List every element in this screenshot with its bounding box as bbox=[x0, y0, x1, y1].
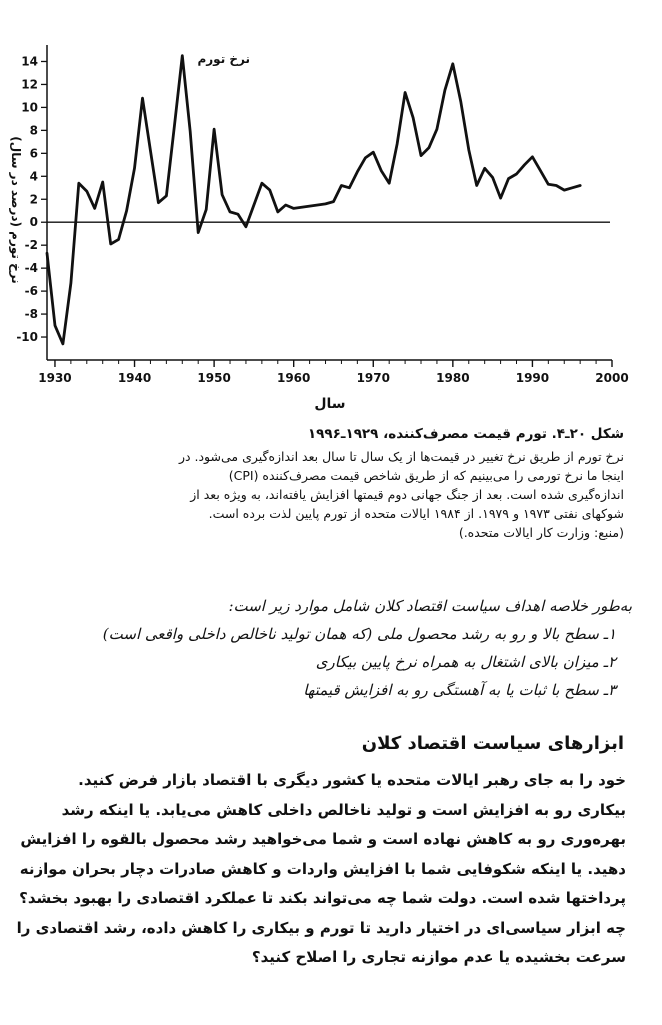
y-tick-label: 0 bbox=[29, 215, 38, 230]
body-line: سرعت بخشیده یا عدم موازنه تجاری را اصلاح کنید؟ bbox=[251, 948, 626, 966]
y-tick-label: -6 bbox=[24, 284, 38, 299]
section-body bbox=[16, 766, 626, 973]
caption-line: اندازه‌گیری شده است. بعد از جنگ جهانی دوم قیمتها افزایش یافته‌اند، به ویژه بعد از bbox=[190, 487, 624, 502]
x-axis bbox=[38, 360, 628, 385]
x-tick-label: 1940 bbox=[117, 371, 152, 385]
figure-caption-title: شکل ۲۰ـ۴. تورم قیمت مصرف‌کننده، ۱۹۲۹ـ۱۹۹۶ bbox=[307, 426, 624, 442]
y-tick-label: -4 bbox=[24, 261, 38, 276]
caption-source: (منبع: وزارت کار ایالات متحده.) bbox=[458, 525, 624, 540]
body-line: پرداختها شده است. دولت شما چه می‌تواند بکند تا عملکرد اقتصادی را بهبود بخشد؟ bbox=[19, 889, 626, 907]
y-tick-label: 12 bbox=[21, 77, 38, 92]
body-line: دهید. یا اینکه شکوفایی شما با افزایش واردات و کاهش صادرات دچار بحران موازنه bbox=[19, 859, 626, 878]
x-tick-label: 1960 bbox=[276, 371, 311, 385]
goal-item: ۲ـ میزان بالای اشتغال به همراه نرخ پایین بیکاری bbox=[315, 653, 616, 671]
caption-line: نرخ تورم از طریق نرخ تغییر در قیمت‌ها از یک سال تا سال بعد اندازه‌گیری می‌شود. در bbox=[178, 449, 624, 464]
y-tick-label: 4 bbox=[29, 169, 38, 184]
body-line: خود را به جای رهبر ایالات متحده یا کشور دیگری با اقتصاد بازار فرض کنید. bbox=[78, 771, 626, 789]
x-tick-label: 1970 bbox=[356, 371, 390, 385]
goal-item: ۱ـ سطح بالا و رو به رشد محصول ملی (که همان تولید ناخالص داخلی واقعی است) bbox=[102, 625, 616, 643]
x-tick-label: 2000 bbox=[595, 371, 629, 385]
figure-caption-text bbox=[30, 447, 624, 542]
inflation-line-chart bbox=[0, 0, 662, 420]
series-label: نرخ تورم bbox=[197, 52, 250, 66]
x-tick-label: 1930 bbox=[38, 371, 72, 385]
y-tick-label: -8 bbox=[24, 307, 38, 322]
goal-item: ۳ـ سطح با ثبات یا به آهستگی رو به افزایش قیمتها bbox=[303, 681, 616, 699]
x-tick-label: 1980 bbox=[436, 371, 470, 385]
caption-line: اینجا ما نرخ تورمی را می‌بینیم که از طریق شاخص قیمت مصرف‌کننده (CPI) bbox=[228, 468, 624, 483]
x-tick-label: 1990 bbox=[515, 371, 550, 385]
body-line: بهره‌وری رو به کاهش نهاده است و شما می‌خواهید رشد محصول بالقوه را افزایش bbox=[20, 830, 626, 848]
x-tick-label: 1950 bbox=[197, 371, 231, 385]
y-tick-label: 14 bbox=[21, 54, 38, 69]
y-tick-label: 6 bbox=[29, 146, 38, 161]
body-line: بیکاری رو به افزایش است و تولید ناخالص داخلی کاهش می‌یابد. یا اینکه رشد bbox=[61, 800, 626, 819]
y-tick-label: -10 bbox=[16, 330, 38, 345]
inflation-series-line bbox=[47, 56, 580, 344]
x-axis-title: سال bbox=[314, 396, 346, 412]
y-tick-label: 8 bbox=[29, 123, 38, 138]
y-tick-label: 2 bbox=[29, 192, 38, 207]
body-line: چه ابزار سیاسی‌ای در اختیار دارید تا تورم و بیکاری را کاهش داده، رشد اقتصادی را bbox=[16, 918, 626, 937]
summary-intro: به‌طور خلاصه اهداف سیاست اقتصاد کلان شامل موارد زیر است: bbox=[228, 597, 632, 615]
caption-line: شوکهای نفتی ۱۹۷۳ و ۱۹۷۹. از ۱۹۸۴ ایالات متحده از تورم پایین لذت برده است. bbox=[208, 506, 624, 521]
section-heading: ابزارهای سیاست اقتصاد کلان bbox=[361, 733, 624, 754]
y-tick-label: -2 bbox=[24, 238, 38, 253]
y-tick-label: 10 bbox=[21, 100, 38, 115]
y-axis-title: نرخ تورم (درصد در سال) bbox=[9, 136, 23, 284]
goals-summary bbox=[20, 592, 632, 704]
